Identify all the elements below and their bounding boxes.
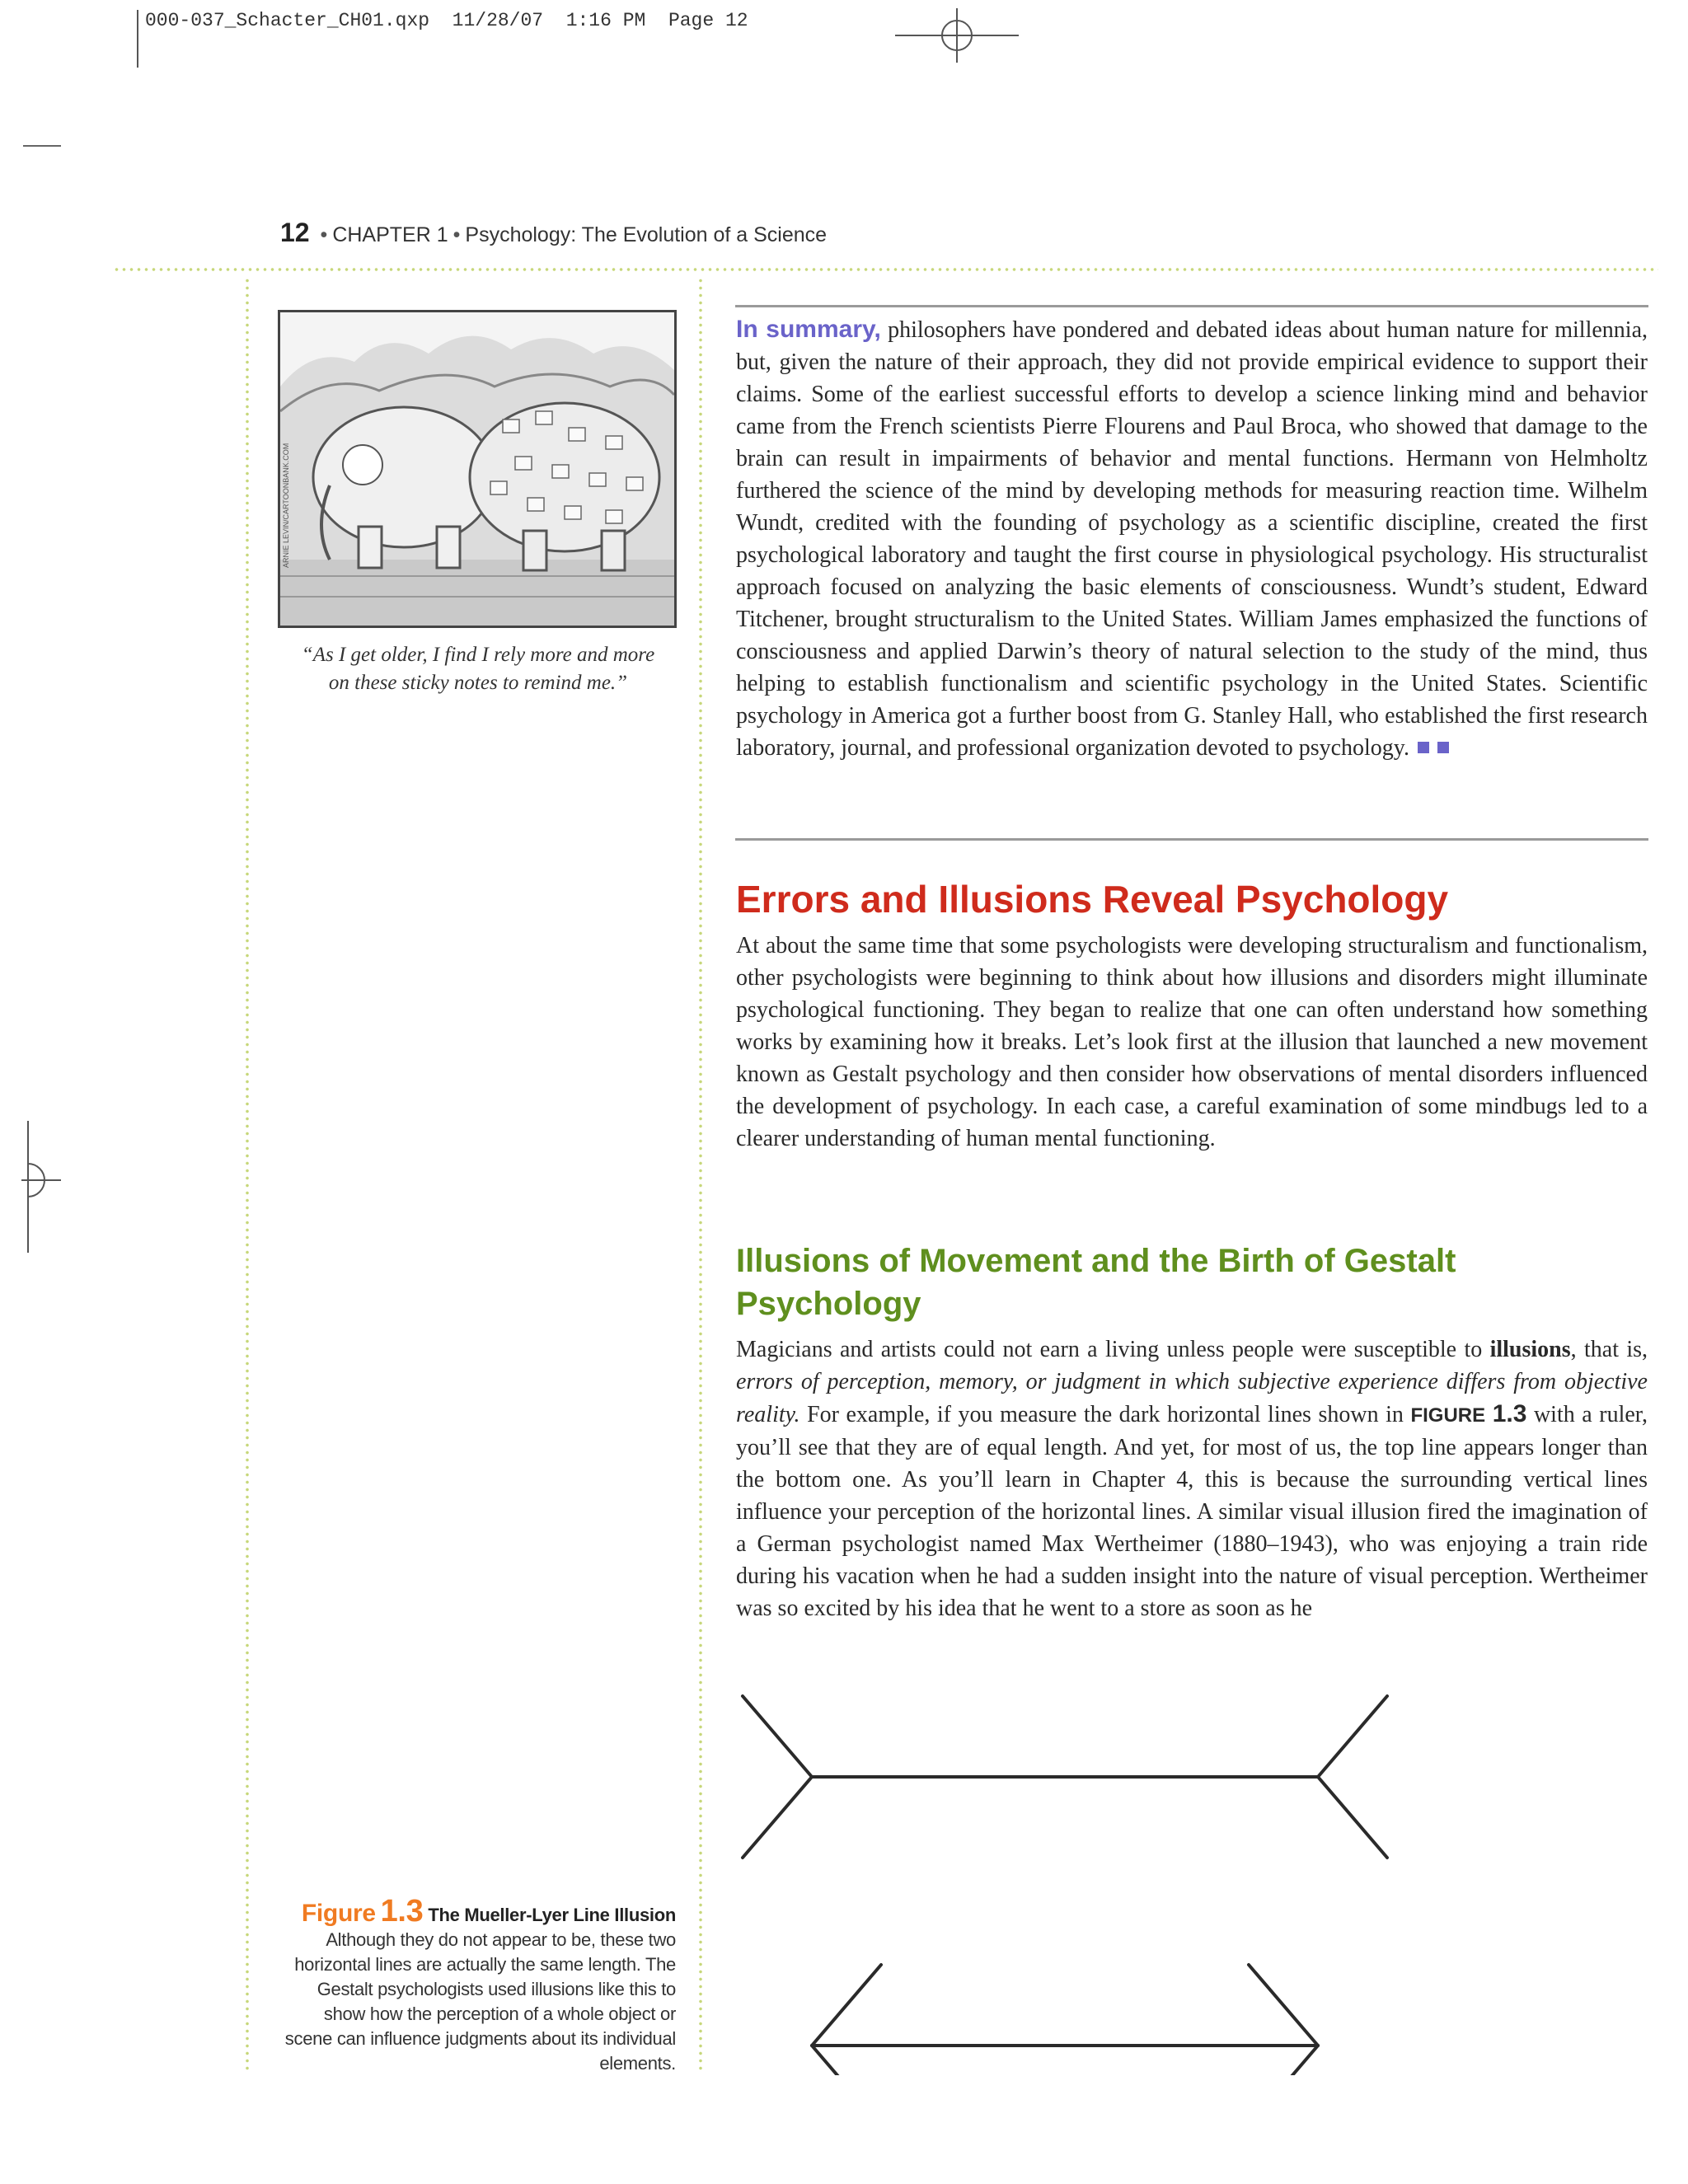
top-right-fin-lower: [1318, 1777, 1387, 1858]
intro-text: Magicians and artists could not earn a living unless people were susceptible to: [736, 1337, 1483, 1362]
top-left-fin-lower: [743, 1777, 812, 1858]
registration-mark-left: [21, 1121, 64, 1253]
key-term-illusions: illusions: [1489, 1337, 1571, 1362]
bottom-left-fin-lower: [812, 2046, 881, 2075]
cartoon-image: [278, 310, 677, 628]
end-square-icon: [1418, 742, 1429, 753]
heading-line2: Psychology: [736, 1286, 921, 1322]
figure-reference-number: 1.3: [1492, 1400, 1527, 1427]
after-term-text: , that is,: [1570, 1337, 1648, 1362]
cartoon-caption-line2: on these sticky notes to remind me.”: [328, 672, 628, 694]
separator: •: [452, 223, 461, 246]
bottom-right-fin-upper: [1249, 1965, 1318, 2046]
slug-time: 1:16 PM: [565, 10, 646, 31]
after-figure-text: with a ruler, you’ll see that they are of equal length. And yet, for most of us, the top line appears longer than the bottom one. As you’ll learn in Chapter 4, this is because the surrounding vertical lines influence your perception of the horizontal lines. A similar visual illusion fired the imagination of a German psychologist named Max Wertheimer (1880–1943), who was enjoying a train ride during his vacation when he had a sudden insight into the nature of visual perception. Wertheimer was so excited by his idea that he went to a store as soon as he: [736, 1402, 1648, 1621]
summary-body: philosophers have pondered and debated ideas about human nature for millennia, but, given the nature of their approach, they did not provide empirical evidence to support their claims. Some of the earliest successful efforts to develop a science linking mind and behavior came from the French scientists Pierre Flourens and Paul Broca, who showed that damage to the brain can result in impairments of behavior and mental functions. Hermann von Helmholtz furthered the science of the mind by developing methods for measuring reaction time. Wilhelm Wundt, credited with the founding of psychology as a scientific discipline, created the first psychological laboratory and taught the first course in physiological psychology. His structuralist approach focused on analyzing the basic elements of consciousness. Wundt’s student, Edward Titchener, brought structuralism to the United States. William James emphasized the functions of consciousness and applied Darwin’s theory of natural selection to the study of the mind, thus helping to establish functionalism and scientific psychology in the United States. Scientific psychology in America got a further boost from G. Stanley Hall, who established the first research laboratory, journal, and professional organization devoted to psychology.: [736, 317, 1648, 761]
section-heading-errors: Errors and Illusions Reveal Psychology: [736, 878, 1449, 921]
chapter-label: CHAPTER 1: [332, 223, 448, 246]
bottom-right-fin-lower: [1249, 2046, 1318, 2075]
heading-line1: Illusions of Movement and the Birth of Gestalt: [736, 1243, 1456, 1279]
before-figure-text: For example, if you measure the dark horizontal lines shown in: [807, 1402, 1404, 1427]
section-heading-illusions: [736, 1240, 1560, 1325]
summary-lead: In summary,: [736, 316, 881, 343]
term-definition: errors of perception, memory, or judgment in which subjective experience differs from objective reality.: [736, 1369, 1648, 1427]
page-number: 12: [280, 218, 310, 247]
top-left-fin-upper: [743, 1696, 812, 1777]
section-errors-paragraph: At about the same time that some psychologists were developing structuralism and functionalism, other psychologists were beginning to think about how illusions and disorders might illuminate psychological functioning. They began to realize that one can often understand how something works by examining how it breaks. Let’s look first at the illusion that launched a new movement known as Gestalt psychology and then consider how observations of mental disorders influenced the development of psychology. In each case, a careful examination of some mindbugs led to a clearer understanding of human mental functioning.: [736, 933, 1648, 1151]
mueller-lyer-figure: [736, 1688, 1412, 2075]
figure-label-number: 1.3: [380, 1899, 424, 1929]
cartoon-caption: [272, 641, 684, 697]
slug-file: 000-037_Schacter_CH01.qxp: [145, 10, 430, 31]
slug-bar: [137, 10, 138, 68]
top-right-fin-upper: [1318, 1696, 1387, 1777]
separator: •: [320, 223, 328, 246]
figure-reference-word: FIGURE: [1410, 1404, 1486, 1427]
running-head: [280, 218, 827, 248]
dotted-rule-margin-left: [245, 277, 250, 2074]
figure-label-word: Figure: [301, 1900, 376, 1927]
registration-mark-top: [895, 8, 1019, 63]
slug-page: Page 12: [668, 10, 748, 31]
figure-caption-text: Although they do not appear to be, these two horizontal lines are actually the same length. The Gestalt psychologists used illusions like this to show how the perception of a whole object or scene can influence judgments about its individual elements.: [284, 1929, 676, 2074]
cartoon-caption-line1: “As I get older, I find I rely more and more: [301, 644, 655, 666]
dotted-rule-margin-right: [698, 277, 703, 2074]
summary-paragraph: [736, 313, 1648, 764]
section-illusions-paragraph: [736, 1333, 1648, 1624]
printer-slug: [145, 10, 748, 31]
slug-date: 11/28/07: [452, 10, 544, 31]
end-square-icon: [1437, 742, 1449, 753]
cartoon-credit: ARNIE LEVIN/CARTOONBANK.COM: [282, 443, 290, 568]
figure-title: The Mueller-Lyer Line Illusion: [428, 1905, 676, 1925]
bottom-left-fin-upper: [812, 1965, 881, 2046]
dotted-rule-top: [113, 267, 1658, 272]
crop-mark-left: [23, 145, 61, 147]
figure-caption: [272, 1899, 676, 2074]
elephants-illustration: [280, 312, 674, 626]
chapter-title: Psychology: The Evolution of a Science: [465, 223, 828, 246]
